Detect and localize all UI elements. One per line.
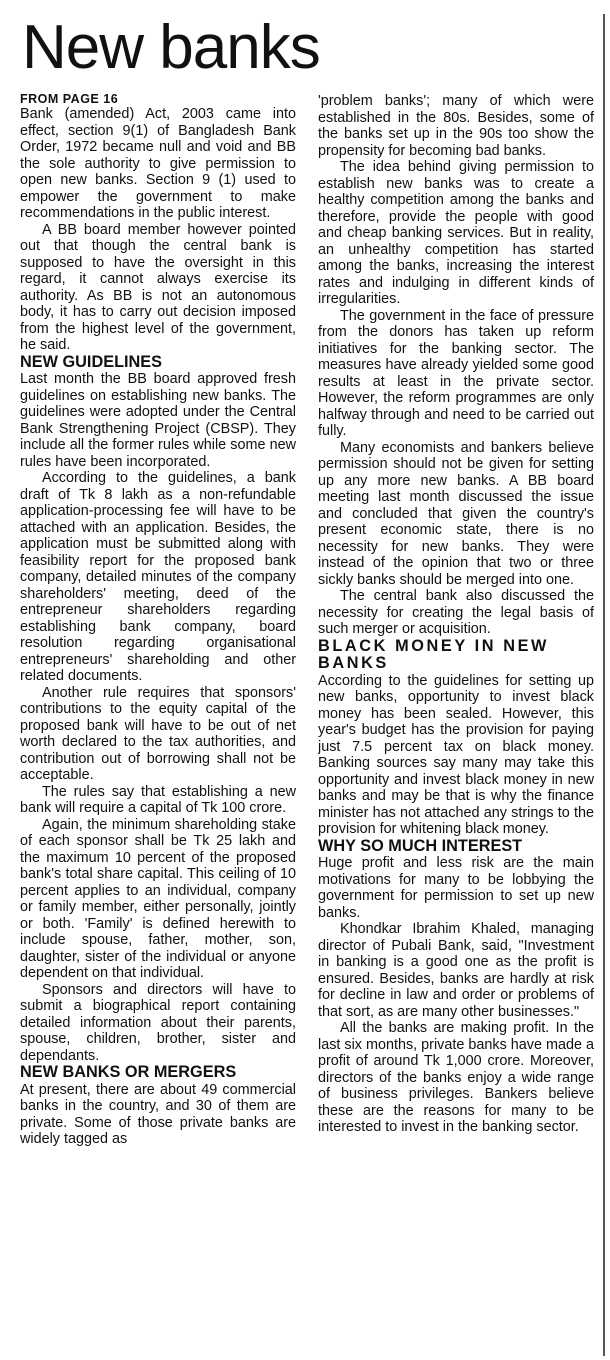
subheading-new-banks-or-mergers: NEW BANKS OR MERGERS (20, 1063, 237, 1081)
paragraph: The central bank also discussed the necessity for creating the legal basis of such merger or acquisition. (318, 588, 594, 637)
subheading-why-so-much-interest: WHY SO MUCH INTEREST (318, 836, 523, 855)
paragraph: Again, the minimum shareholding stake of each sponsor shall be Tk 25 lakh and the maximum 10 percent of the proposed bank's total share capital. This ceiling of 10 percent applies to an individual, company or family member, either personally, jointly or both. 'Family' is defined herewith to include spouse, father, mother, son, daughter, sister of the individual or anyone dependent on that individual. (20, 816, 296, 981)
paragraph: The idea behind giving permission to establish new banks was to create a healthy competition among the banks and therefore, provide the people with good and cheap banking services. But in reality, an unhealthy competition has started among the banks, increasing the interest rates and indulging in different kinds of irregularities. (318, 159, 594, 307)
paragraph: The rules say that establishing a new bank will require a capital of Tk 100 crore. (20, 783, 296, 816)
subheading-new-guidelines: NEW GUIDELINES (20, 352, 163, 371)
paragraph: Sponsors and directors will have to submit a biographical report containing detailed information about their parents, spouse, children, brother, sister and dependants. (20, 981, 296, 1064)
paragraph: Huge profit and less risk are the main motivations for many to be lobbying the government for permission to set up new banks. (318, 855, 594, 921)
paragraph: The government in the face of pressure from the donors has taken up reform initiatives for the banking sector. The measures have already yielded some good results at least in the private sector. However, the reform programmes are only halfway through and need to be carried out fully. (318, 307, 594, 439)
right-column (318, 93, 594, 1355)
paragraph: Bank (amended) Act, 2003 came into effect, section 9(1) of Bangladesh Bank Order, 1972 became null and void and BB the sole authority to give permission to open new banks. Section 9 (1) used to empower the government to make recommendations in the public interest. (20, 106, 296, 221)
paragraph: At present, there are about 49 commercial banks in the country, and 30 of them are private. Some of those private banks are widely tagged as (20, 1081, 296, 1147)
paragraph: Khondkar Ibrahim Khaled, managing director of Pubali Bank, said, "Investment in banking is a good one as the profit is ensured. Besides, banks are hardly at risk for decline in law and order or problems of that sort, as are many other businesses." (318, 921, 594, 1020)
paragraph: According to the guidelines for setting up new banks, opportunity to invest black money has been sealed. However, this year's budget has the provision for paying just 7.5 percent tax on black money. Banking sources say many may take this opportunity and invest black money in new banks and may be that is why the finance minister has not attached any strings to the provision for whitening black money. (318, 672, 594, 837)
column-rule (603, 14, 605, 1356)
paragraph: 'problem banks'; many of which were established in the 80s. Besides, some of the banks set up in the 90s too show the propensity for becoming bad banks. (318, 93, 594, 159)
continued-from-label: FROM PAGE 16 (20, 93, 119, 106)
paragraph: According to the guidelines, a bank draft of Tk 8 lakh as a non-refundable application-processing fee will have to be attached with an application. Besides, the application must be submitted along with feasibility report for the proposed bank company, detailed minutes of the company shareholders' meeting, deed of the entrepreneur shareholders regarding establishing bank company, board resolution regarding organisational entrepreneurs' shareholding and other related documents. (20, 470, 296, 684)
paragraph: All the banks are making profit. In the last six months, private banks have made a profit of around Tk 1,000 crore. Moreover, directors of the banks enjoy a wide range of business privileges. Bankers believe these are the reasons for many to be interested to invest in the banking sector. (318, 1020, 594, 1135)
paragraph: Many economists and bankers believe permission should not be given for setting up any more new banks. A BB board meeting last month discussed the issue and concluded that given the country's present economic state, there is no necessity for new banks. They were instead of the opinion that two or three sickly banks should be merged into one. (318, 439, 594, 588)
paragraph: A BB board member however pointed out that though the central bank is supposed to have the oversight in this regard, it cannot always exercise its authority. As BB is not an autonomous body, it has to carry out decision imposed from the highest level of the government, he said. (20, 221, 296, 353)
left-column (20, 93, 296, 1355)
paragraph: Another rule requires that sponsors' contributions to the equity capital of the proposed bank will have to be out of net worth declared to the tax authorities, and contribution out of borrowing shall not be acceptable. (20, 684, 296, 783)
paragraph: Last month the BB board approved fresh guidelines on establishing new banks. The guidelines were adopted under the Central Bank Strengthening Project (CBSP). They include all the former rules while some new rules have been incorporated. (20, 371, 296, 470)
headline: New banks (22, 13, 320, 82)
subheading-black-money: BLACK MONEY IN NEW BANKS (318, 636, 550, 672)
